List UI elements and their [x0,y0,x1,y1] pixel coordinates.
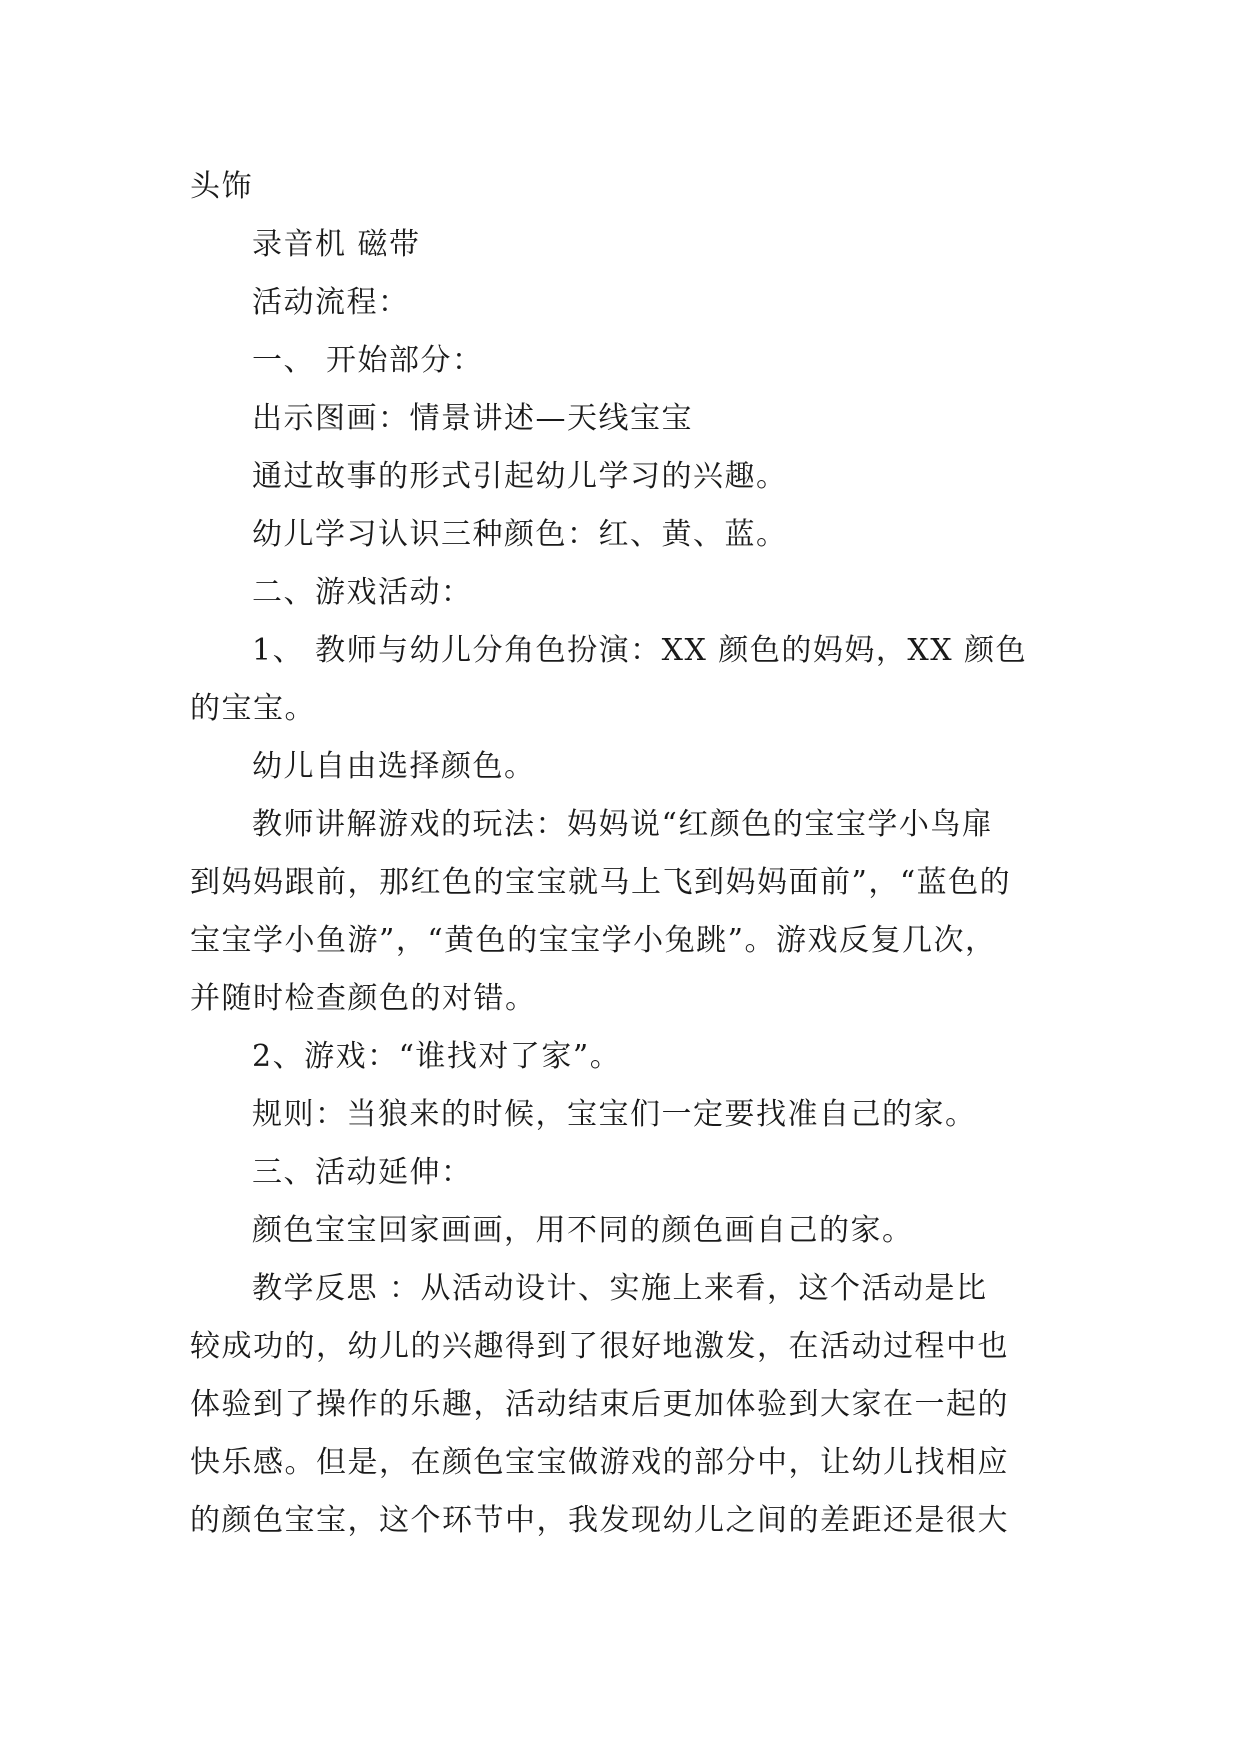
heading-part-one [190,332,1060,390]
paragraph-rule [190,1086,1060,1144]
text-line: 录音机 磁带 [252,227,421,262]
document-body [190,158,1060,1550]
paragraph-extension [190,1202,1060,1260]
text-line: 一、 开始部分： [252,343,484,378]
text-line: 并随时检查颜色的对错。 [190,981,537,1016]
paragraph-reflection [190,1260,1060,1550]
paragraph-story-interest [190,448,1060,506]
text-line: 幼儿学习认识三种颜色：红、黄、蓝。 [252,517,788,552]
paragraph-role-play [190,622,1060,738]
text-line: 的宝宝。 [190,691,316,726]
text-line: 通过故事的形式引起幼儿学习的兴趣。 [252,459,788,494]
text-line: 2、游戏：“谁找对了家”。 [252,1039,622,1074]
paragraph-game-two [190,1028,1060,1086]
text-line: 到妈妈跟前，那红色的宝宝就马上飞到妈妈面前”，“蓝色的 [190,865,1012,900]
paragraph-three-colors [190,506,1060,564]
paragraph-recorder [190,216,1060,274]
paragraph-show-picture [190,390,1060,448]
paragraph-game-rules [190,796,1060,1028]
text-line: 幼儿自由选择颜色。 [252,749,536,784]
paragraph-headwear [190,158,1060,216]
text-line: 规则：当狼来的时候，宝宝们一定要找准自己的家。 [252,1097,977,1132]
text-line: 活动流程： [252,285,410,320]
heading-part-two [190,564,1060,622]
text-line: 宝宝学小鱼游”，“黄色的宝宝学小兔跳”。游戏反复几次， [190,923,997,958]
heading-part-three [190,1144,1060,1202]
text-line: 的颜色宝宝，这个环节中，我发现幼儿之间的差距还是很大 [190,1503,1009,1538]
paragraph-choose-color [190,738,1060,796]
text-line: 快乐感。但是，在颜色宝宝做游戏的部分中，让幼儿找相应 [190,1445,1009,1480]
text-line: 教学反思 ：从活动设计、实施上来看，这个活动是比 [252,1271,988,1306]
text-line: 较成功的，幼儿的兴趣得到了很好地激发，在活动过程中也 [190,1329,1009,1364]
text-line: 颜色宝宝回家画画，用不同的颜色画自己的家。 [252,1213,914,1248]
text-line: 二、游戏活动： [252,575,473,610]
text-line: 体验到了操作的乐趣，活动结束后更加体验到大家在一起的 [190,1387,1009,1422]
text-line: 教师讲解游戏的玩法：妈妈说“红颜色的宝宝学小鸟扉 [252,807,994,842]
heading-activity-process [190,274,1060,332]
text-line: 头饰 [190,169,253,204]
text-line: 三、活动延伸： [252,1155,473,1190]
text-line: 出示图画：情景讲述—天线宝宝 [252,401,693,436]
text-line: 1、 教师与幼儿分角色扮演：XX 颜色的妈妈，XX 颜色 [252,633,1028,668]
